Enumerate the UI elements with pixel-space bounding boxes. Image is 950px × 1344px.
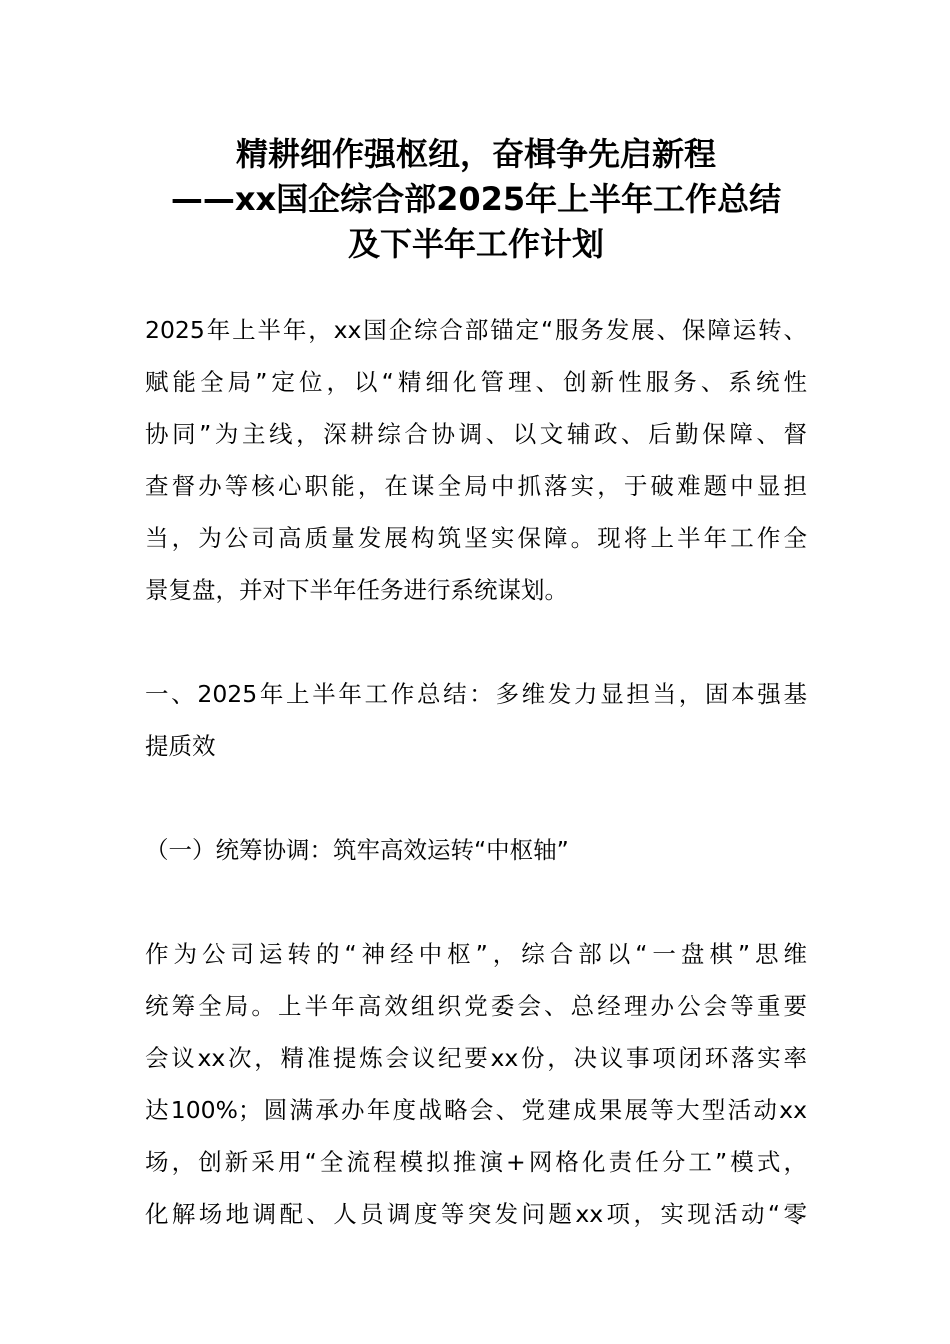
body1-line-1: 作为公司运转的“神经中枢”，综合部以“一盘棋”思维: [145, 940, 807, 968]
document-body: [145, 304, 807, 1240]
intro-line-1: 2025年上半年，xx国企综合部锚定“服务发展、保障运转、: [145, 316, 807, 344]
title-line-3: 及下半年工作计划: [347, 225, 604, 263]
document-title: [145, 132, 807, 267]
section-heading-1-line-1: 一、2025年上半年工作总结：多维发力显担当，固本强基: [145, 680, 807, 708]
section-heading-1: [145, 668, 807, 772]
intro-line-3: 协同”为主线，深耕综合协调、以文辅政、后勤保障、督: [145, 420, 807, 448]
subsection-heading-1-text: （一）统筹协调：筑牢高效运转“中枢轴”: [145, 836, 569, 864]
intro-line-2: 赋能全局”定位，以“精细化管理、创新性服务、系统性: [145, 368, 807, 396]
title-line-1: 精耕细作强枢纽，奋楫争先启新程: [235, 135, 716, 173]
intro-line-5: 当，为公司高质量发展构筑坚实保障。现将上半年工作全: [145, 524, 807, 552]
body-paragraph-1: [145, 928, 807, 1240]
body1-line-6: 化解场地调配、人员调度等突发问题xx项，实现活动“零: [145, 1200, 807, 1228]
title-line-2: ——xx国企综合部2025年上半年工作总结: [170, 180, 782, 218]
body1-line-3: 会议xx次，精准提炼会议纪要xx份，决议事项闭环落实率: [145, 1044, 807, 1072]
intro-paragraph: [145, 304, 807, 616]
subsection-heading-1: [145, 824, 807, 876]
intro-line-6: 景复盘，并对下半年任务进行系统谋划。: [145, 576, 568, 604]
body1-line-5: 场，创新采用“全流程模拟推演+网格化责任分工”模式，: [145, 1148, 807, 1176]
section-heading-1-line-2: 提质效: [145, 732, 216, 760]
intro-line-4: 查督办等核心职能，在谋全局中抓落实，于破难题中显担: [145, 472, 807, 500]
body1-line-2: 统筹全局。上半年高效组织党委会、总经理办公会等重要: [145, 992, 807, 1020]
body1-line-4: 达100%；圆满承办年度战略会、党建成果展等大型活动xx: [145, 1096, 807, 1124]
